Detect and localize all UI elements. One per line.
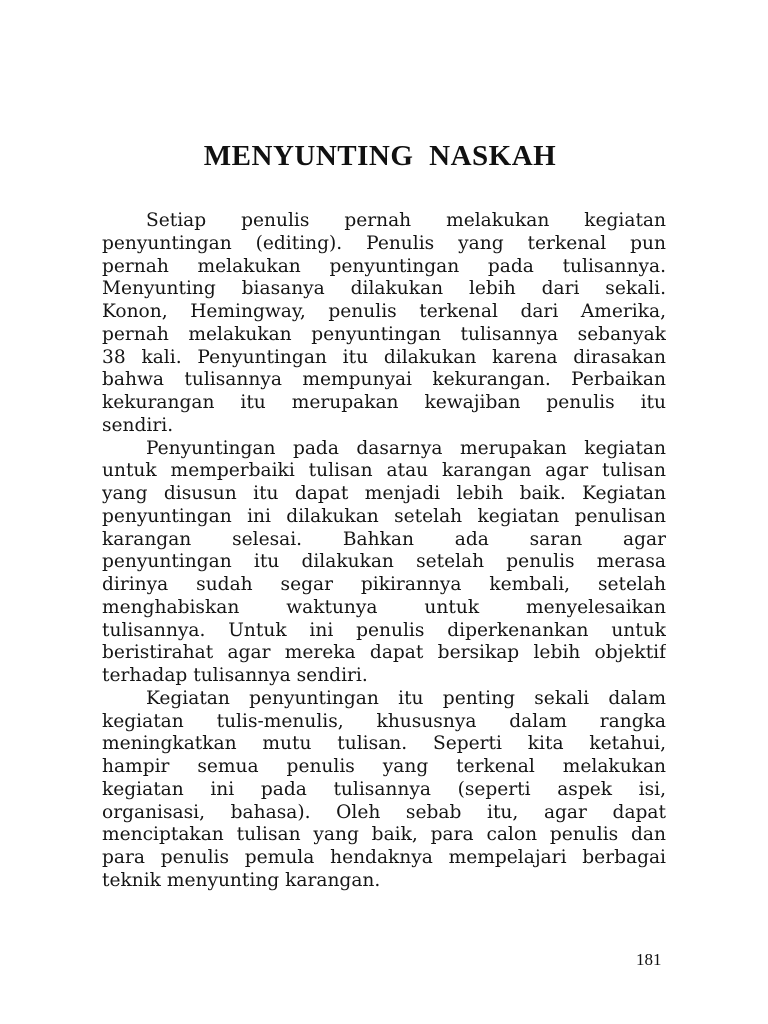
text-line: hampir semua penulis yang terkenal melakukan [102,756,666,777]
paragraph-2 [102,438,666,688]
text-line: penyuntingan (editing). Penulis yang terkenal pun [102,232,666,254]
text-line: pernah melakukan penyuntingan tulisannya sebanyak [102,323,666,345]
text-line: untuk memperbaiki tulisan atau karangan agar tulisan [102,460,666,482]
text-line: pernah melakukan penyuntingan pada tulisannya. [102,255,666,277]
page-number: 181 [636,950,662,969]
text-line: meningkatkan mutu tulisan. Seperti kita ketahui, [102,733,666,755]
text-line: Setiap penulis pernah melakukan kegiatan [146,210,666,231]
text-line: sendiri. [102,414,174,436]
paragraph-3 [102,688,666,893]
text-line: kegiatan tulis-menulis, khususnya dalam rangka [102,710,666,732]
body-text [102,210,666,893]
text-line: karangan selesai. Bahkan ada saran agar [102,528,666,550]
text-line: menghabiskan waktunya untuk menyelesaikan [102,596,666,618]
text-line: kekurangan itu merupakan kewajiban penulis itu [102,392,666,413]
text-line: organisasi, bahasa). Oleh sebab itu, agar dapat [102,801,666,823]
text-line: kegiatan ini pada tulisannya (seperti aspek isi, [102,778,666,800]
text-line: 38 kali. Penyuntingan itu dilakukan karena dirasakan [102,346,666,368]
paragraph-1 [102,210,666,438]
text-line: Menyunting biasanya dilakukan lebih dari sekali. [102,278,666,300]
text-line: beristirahat agar mereka dapat bersikap lebih objektif [102,642,666,664]
text-line: tulisannya. Untuk ini penulis diperkenankan untuk [102,619,666,641]
text-line: bahwa tulisannya mempunyai kekurangan. Perbaikan [102,369,666,391]
text-line: dirinya sudah segar pikirannya kembali, setelah [102,574,666,595]
text-line: teknik menyunting karangan. [102,869,381,891]
text-line: menciptakan tulisan yang baik, para calon penulis dan [102,824,666,846]
text-line: penyuntingan ini dilakukan setelah kegiatan penulisan [102,505,666,527]
text-line: Konon, Hemingway, penulis terkenal dari Amerika, [102,301,666,322]
text-line: terhadap tulisannya sendiri. [102,665,368,686]
text-line: Penyuntingan pada dasarnya merupakan kegiatan [146,437,666,459]
text-line: penyuntingan itu dilakukan setelah penulis merasa [102,551,666,573]
text-line: Kegiatan penyuntingan itu penting sekali dalam [146,687,666,709]
text-line: yang disusun itu dapat menjadi lebih baik. Kegiatan [102,483,666,504]
text-line: para penulis pemula hendaknya mempelajari berbagai [102,847,666,868]
page-title: MENYUNTING NASKAH [203,140,557,172]
